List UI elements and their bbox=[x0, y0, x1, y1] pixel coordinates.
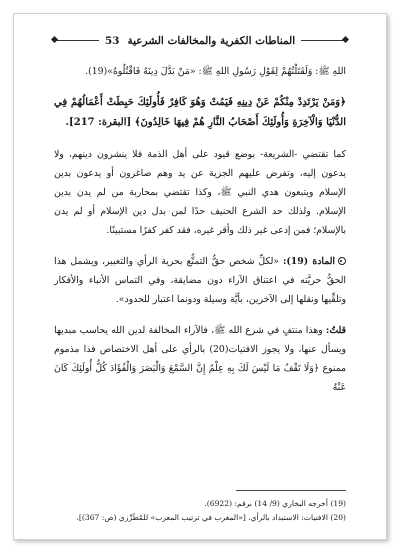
page-number: 53 bbox=[104, 35, 120, 47]
commentary-label: قلتُ: bbox=[325, 325, 346, 336]
footnote-divider bbox=[236, 490, 346, 491]
page-content bbox=[54, 28, 346, 529]
document-page bbox=[13, 13, 387, 540]
footnote-19: (19) أخرجه البخاري (9/ 14) برقم: (6922). bbox=[204, 499, 346, 508]
footnotes bbox=[54, 497, 346, 525]
header-title-wrap bbox=[99, 35, 301, 47]
diamond-ornament-icon bbox=[51, 36, 58, 43]
page-title: المناطات الكفرية والمخالفات الشرعية bbox=[127, 35, 296, 47]
footnote-20: (20) الافتيات: الاستبداد بالرأي. [«المغرب في ترتيب المعرب» للمُطَرِّزي (ص: 367)]. bbox=[76, 513, 346, 522]
commentary-text: وهذا منتفٍ في شرع الله ﷺ، فالآراء المخالفة لدين الله يحاسب مبديها ويسأل عنها، ولا يجوز الافتيات(20) بالرأي على أهل الاختصاص فذا مذموم ممنوع ﴿وَلَا تَقْفُ مَا لَيْسَ لَكَ بِهِ عِلْمٌ إِنَّ السَّمْعَ وَالْبَصَرَ وَالْفُؤَادَ كُلُّ أُولَئِكَ كَانَ عَنْهُ bbox=[54, 325, 346, 393]
article-text: «لكلِّ شخص حقُّ التمتُّع بحرية الرأي والتعبير، ويشمل هذا الحقُّ حريَّته في اعتناق الآراء دون مضايقة، وفي التماس الأنباء والأفكار وتلقِّيها ونقلها إلى الآخرين، بأيَّة وسيلة ودونما اعتبار للحدود». bbox=[54, 256, 346, 305]
page-header bbox=[54, 28, 346, 54]
diamond-ornament-icon bbox=[342, 36, 349, 43]
article-label: المادة (19): bbox=[282, 256, 335, 267]
paragraph-hadith: اللهِ ﷺ: وَلَقَتَلْتُهُمْ لِقَوْلِ رَسُولِ اللهِ ﷺ: «مَنْ بَدَّلَ دِينَهُ فَاقْتُلُوهُ»(19). bbox=[85, 66, 346, 77]
quran-verse: ﴿وَمَنْ يَرْتَدِدْ مِنْكُمْ عَنْ دِينِهِ فَيَمُتْ وَهُوَ كَافِرٌ فَأُولَئِكَ حَبِطَتْ أَعْمَالُهُمْ فِي الدُّنْيَا وَالْآخِرَةِ وَأُولَئِكَ أَصْحَابُ النَّارِ هُمْ فِيهَا خَالِدُونَ﴾ [البقرة: 217]. bbox=[54, 97, 346, 128]
paragraph-article-19 bbox=[54, 252, 346, 309]
bullet-circle-icon bbox=[338, 257, 346, 265]
paragraph-sharia: كما تقتضي -الشريعة- بوضع قيود على أهل الذمة فلا ينشرون دينهم، ولا يدعون إليه، وتفرض عليهم الجزية عن يد وهم صاغرون أو يدعون بدين الإسلام ويتبعون هدي النبي ﷺ، وكذا تقتضي بمحاربة من لم يدن بدين الإسلام. ولذلك حد الشرع الحنيف حدًا لمن بدل دين الإسلام أو لم يدن بالإسلام؛ فمن إدعى غير ذلك وأقر غيره، فقد كفر كفرًا مستبينًا. bbox=[54, 149, 346, 236]
paragraph-commentary bbox=[54, 321, 346, 397]
